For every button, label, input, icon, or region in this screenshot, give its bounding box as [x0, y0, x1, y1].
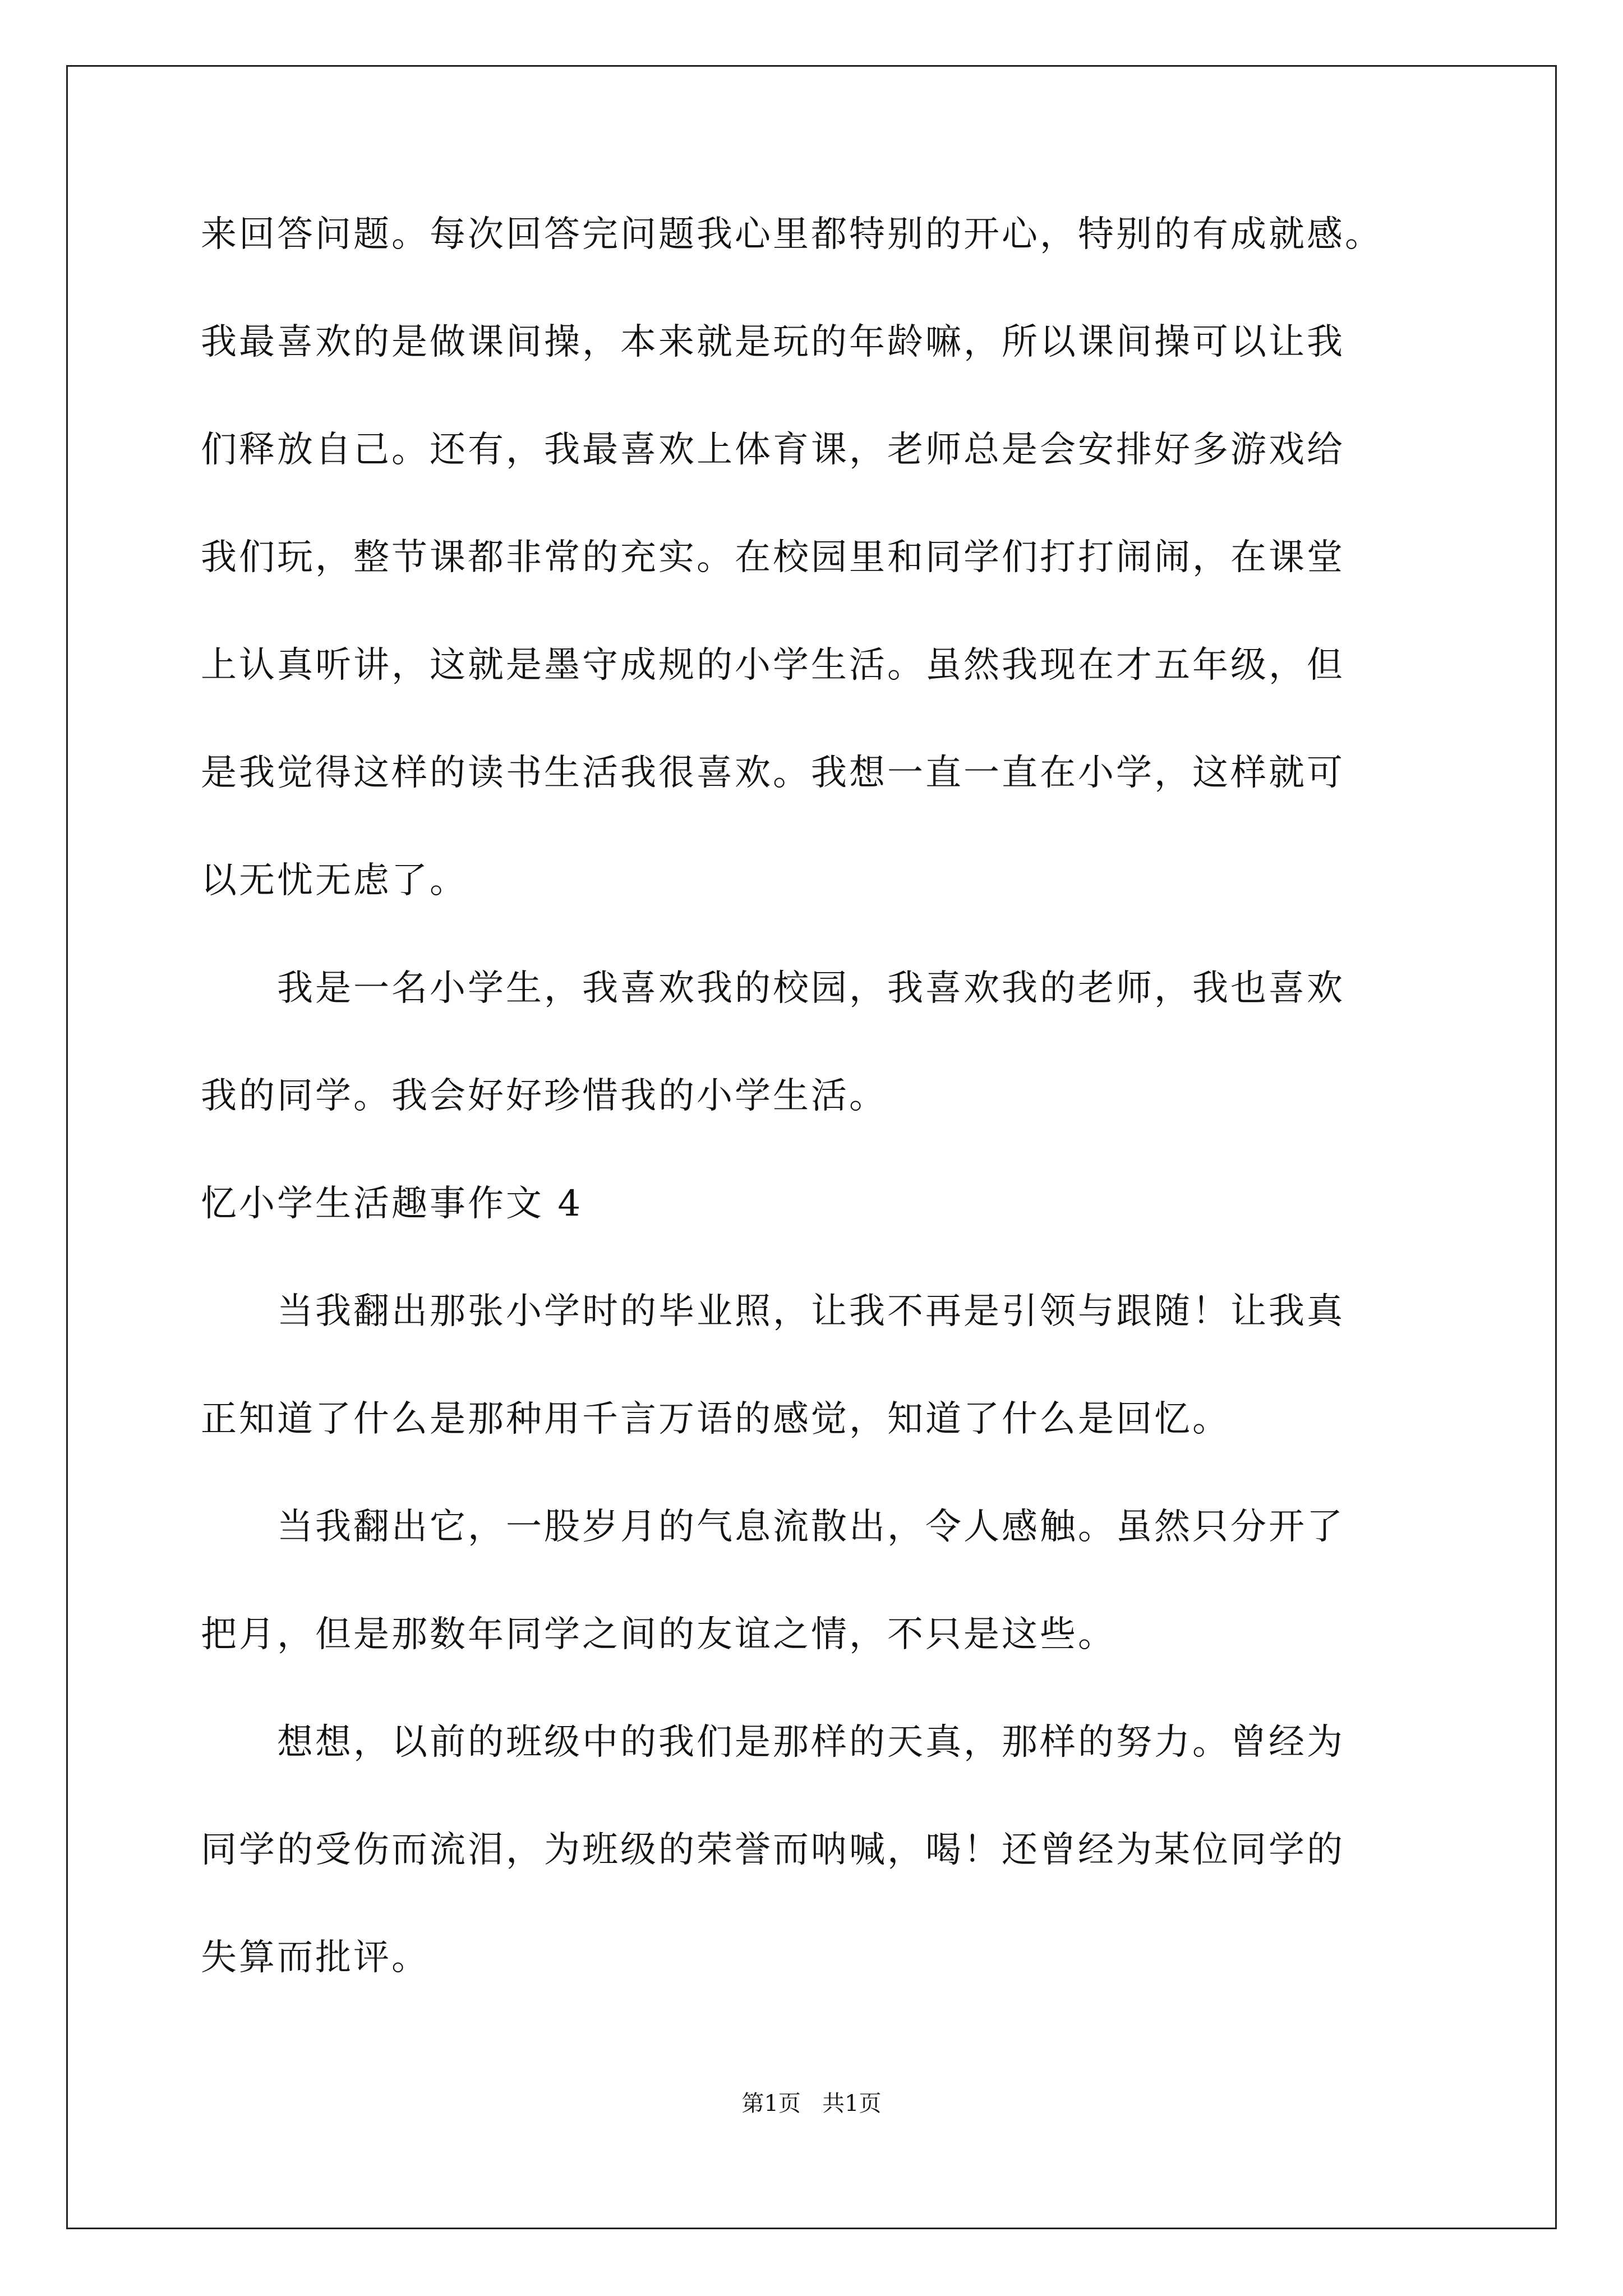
- text-line: 上认真听讲，这就是墨守成规的小学生活。虽然我现在才五年级，但: [201, 645, 1345, 686]
- text-line: 想想，以前的班级中的我们是那样的天真，那样的努力。曾经为: [201, 1722, 1345, 1763]
- text-line: 正知道了什么是那种用千言万语的感觉，知道了什么是回忆。: [201, 1398, 1230, 1440]
- text-line: 我最喜欢的是做课间操，本来就是玩的年龄嘛，所以课间操可以让我: [201, 321, 1345, 363]
- text-line: 们释放自己。还有，我最喜欢上体育课，老师总是会安排好多游戏给: [201, 429, 1345, 471]
- text-line: 同学的受伤而流泪，为班级的荣誉而呐喊，喝！还曾经为某位同学的: [201, 1829, 1345, 1871]
- page-border: [66, 65, 1557, 2229]
- text-line: 来回答问题。每次回答完问题我心里都特别的开心，特别的有成就感。: [201, 214, 1383, 255]
- section-heading: 忆小学生活趣事作文 4: [201, 1183, 583, 1225]
- text-line: 以无忧无虑了。: [201, 860, 468, 901]
- page-footer: 第1页 共1页: [741, 2091, 882, 2116]
- text-line: 我们玩，整节课都非常的充实。在校园里和同学们打打闹闹，在课堂: [201, 537, 1345, 578]
- text-line: 失算而批评。: [201, 1937, 430, 1978]
- text-line: 当我翻出它，一股岁月的气息流散出，令人感触。虽然只分开了: [201, 1506, 1345, 1548]
- text-line: 当我翻出那张小学时的毕业照，让我不再是引领与跟随！让我真: [201, 1291, 1345, 1332]
- text-line: 我的同学。我会好好珍惜我的小学生活。: [201, 1075, 887, 1117]
- text-line: 是我觉得这样的读书生活我很喜欢。我想一直一直在小学，这样就可: [201, 752, 1345, 794]
- text-line: 把月，但是那数年同学之间的友谊之情，不只是这些。: [201, 1614, 1116, 1655]
- text-line: 我是一名小学生，我喜欢我的校园，我喜欢我的老师，我也喜欢: [201, 968, 1345, 1009]
